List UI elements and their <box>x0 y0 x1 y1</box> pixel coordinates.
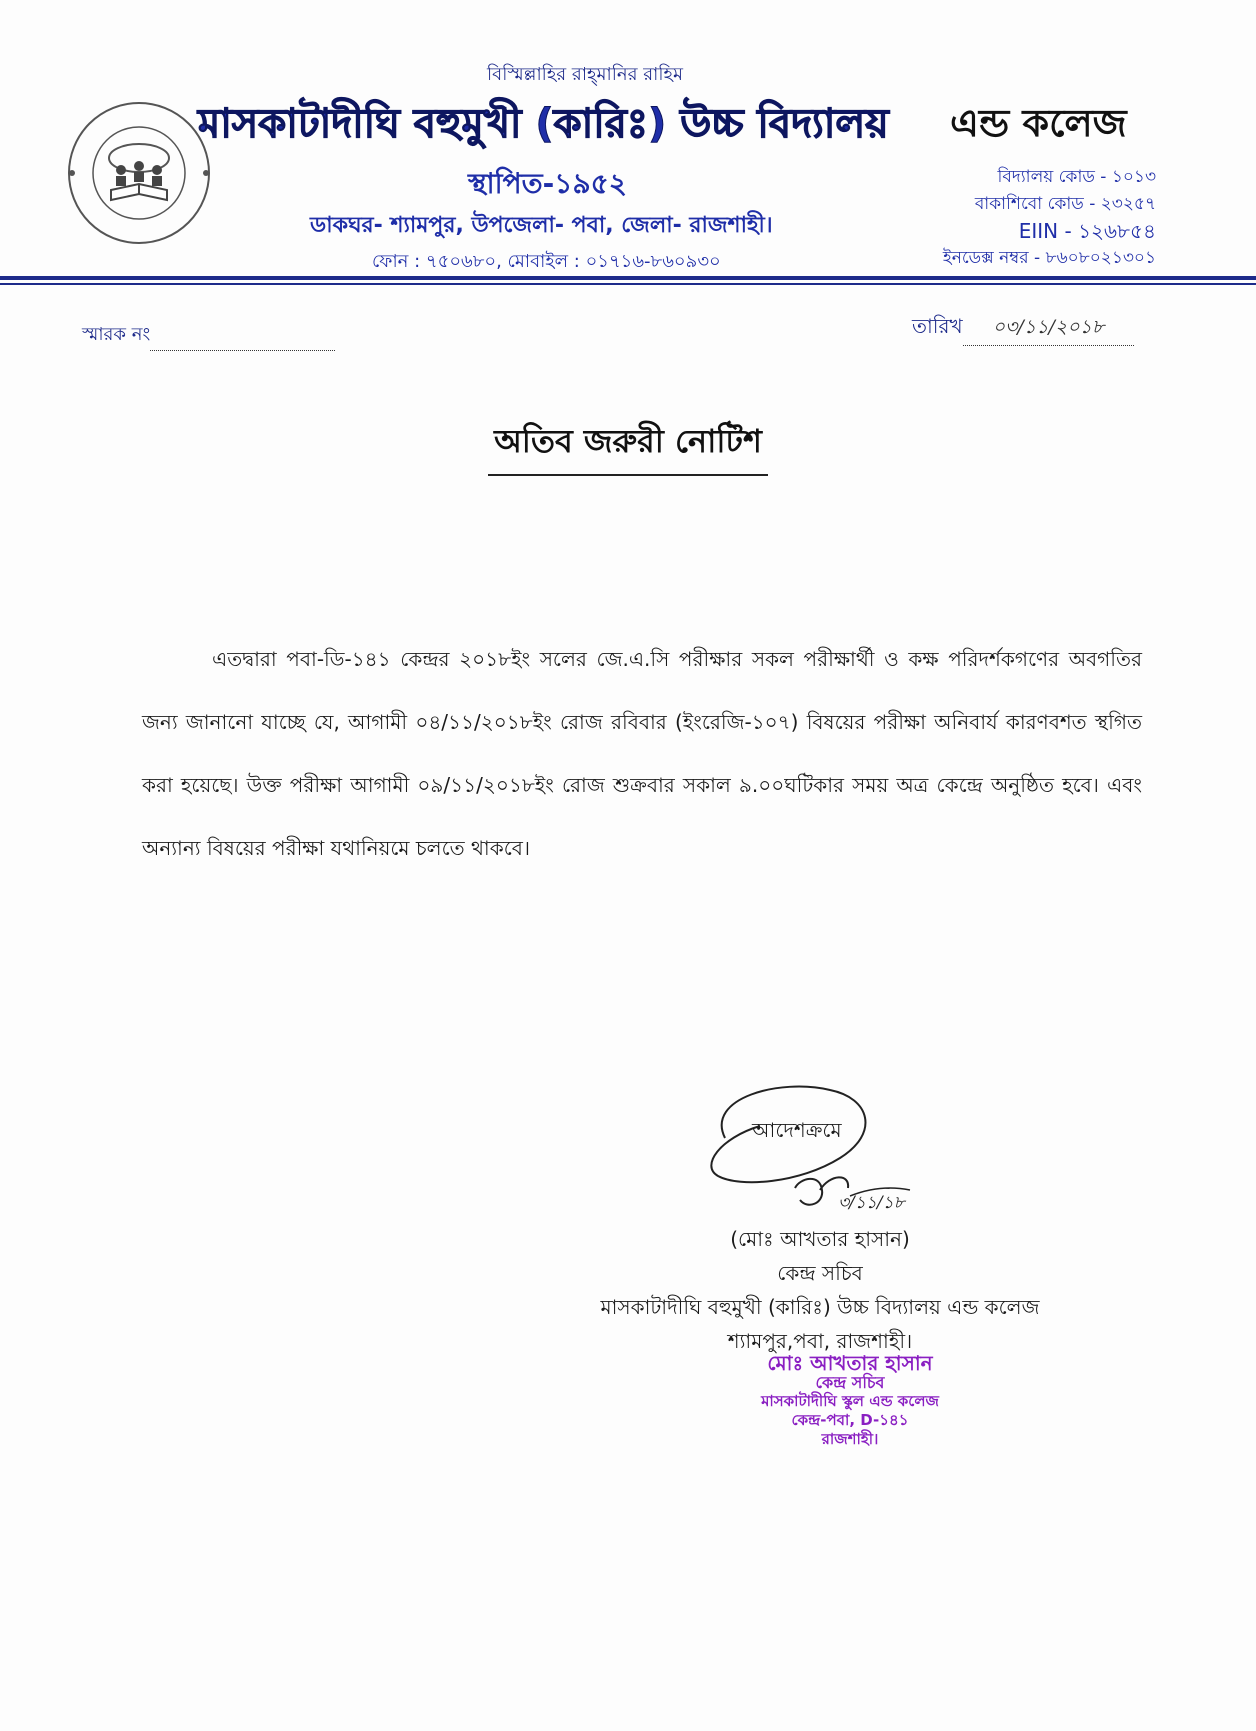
index-number: ইনডেক্স নম্বর - ৮৬০৮০২১৩০১ <box>942 248 1156 268</box>
signatory-institution: মাসকাটাদীঘি বহুমুখী (কারিঃ) উচ্চ বিদ্যালয় এন্ড কলেজ <box>600 1295 1040 1319</box>
signature-date: ৩/১১/১৮ <box>838 1193 905 1213</box>
signature-order-text: আদেশক্রমে <box>752 1118 842 1142</box>
notice-title <box>0 416 1256 476</box>
header-divider-thin <box>0 283 1256 285</box>
notice-body: এতদ্বারা পবা-ডি-১৪১ কেন্দ্রর ২০১৮ইং সলের জে.এ.সি পরীক্ষার সকল পরীক্ষার্থী ও কক্ষ পরিদর্শকগণের অবগতির জন্য জানানো যাচ্ছে যে, আগামী ০৪/১১/২০১৮ইং রোজ রবিবার (ইংরেজি-১০৭) বিষয়ের পরীক্ষা অনিবার্য কারণবশত স্থগিত করা হয়েছে। উক্ত পরীক্ষা আগামী ০৯/১১/২০১৮ইং রোজ শুক্রবার সকাল ৯.০০ঘটিকার সময় অত্র কেন্দ্রে অনুষ্ঠিত হবে। এবং অন্যান্য বিষয়ের পরীক্ষা যথানিয়মে চলতে থাকবে। <box>142 647 1142 860</box>
established-year: স্থাপিত-১৯৫২ <box>468 167 628 200</box>
eiin-code: EIIN - ১২৬৮৫৪ <box>1018 219 1156 243</box>
school-address: ডাকঘর- শ্যামপুর, উপজেলা- পবা, জেলা- রাজশাহী। <box>310 213 773 238</box>
stamp-name: মোঃ আখতার হাসান <box>767 1351 933 1375</box>
signatory-designation: কেন্দ্র সচিব <box>777 1261 863 1285</box>
notice-date <box>912 312 1134 346</box>
school-name-suffix: এন্ড কলেজ <box>950 101 1127 145</box>
date-label: তারিখ <box>912 314 963 338</box>
school-seal-logo <box>66 100 212 246</box>
stamp-center: কেন্দ্র-পবা, D-১৪১ <box>791 1411 909 1429</box>
signatory-location: শ্যামপুর,পবা, রাজশাহী। <box>727 1329 913 1353</box>
stamp-designation: কেন্দ্র সচিব <box>815 1373 885 1392</box>
memo-dotted-line <box>150 334 335 351</box>
stamp-institution: মাসকাটাদীঘি স্কুল এন্ড কলেজ <box>761 1392 939 1410</box>
stamp-district: রাজশাহী। <box>821 1430 879 1448</box>
bismillah-text: বিস্মিল্লাহির রাহ্‌মানির রাহিম <box>487 64 683 85</box>
handwritten-signature <box>700 1078 960 1228</box>
header-divider-thick <box>0 276 1256 280</box>
school-codes <box>856 164 1156 272</box>
notice-title-text: অতিব জরুরী নোটিশ <box>488 416 768 476</box>
date-value: ০৩/১১/২০১৮ <box>963 313 1135 346</box>
official-stamp <box>720 1351 980 1449</box>
memo-number <box>82 320 335 351</box>
school-name: মাসকাটাদীঘি বহুমুখী (কারিঃ) উচ্চ বিদ্যালয় <box>198 101 889 147</box>
school-phone: ফোন : ৭৫০৬৮০, মোবাইল : ০১৭১৬-৮৬০৯৩০ <box>372 251 721 272</box>
bakashibo-code: বাকাশিবো কোড - ২৩২৫৭ <box>974 194 1156 214</box>
school-code: বিদ্যালয় কোড - ১০১৩ <box>997 167 1156 187</box>
memo-label: স্মারক নং <box>82 324 151 345</box>
signatory-block <box>580 1222 1060 1358</box>
signatory-name: (মোঃ আখতার হাসান) <box>730 1227 910 1251</box>
